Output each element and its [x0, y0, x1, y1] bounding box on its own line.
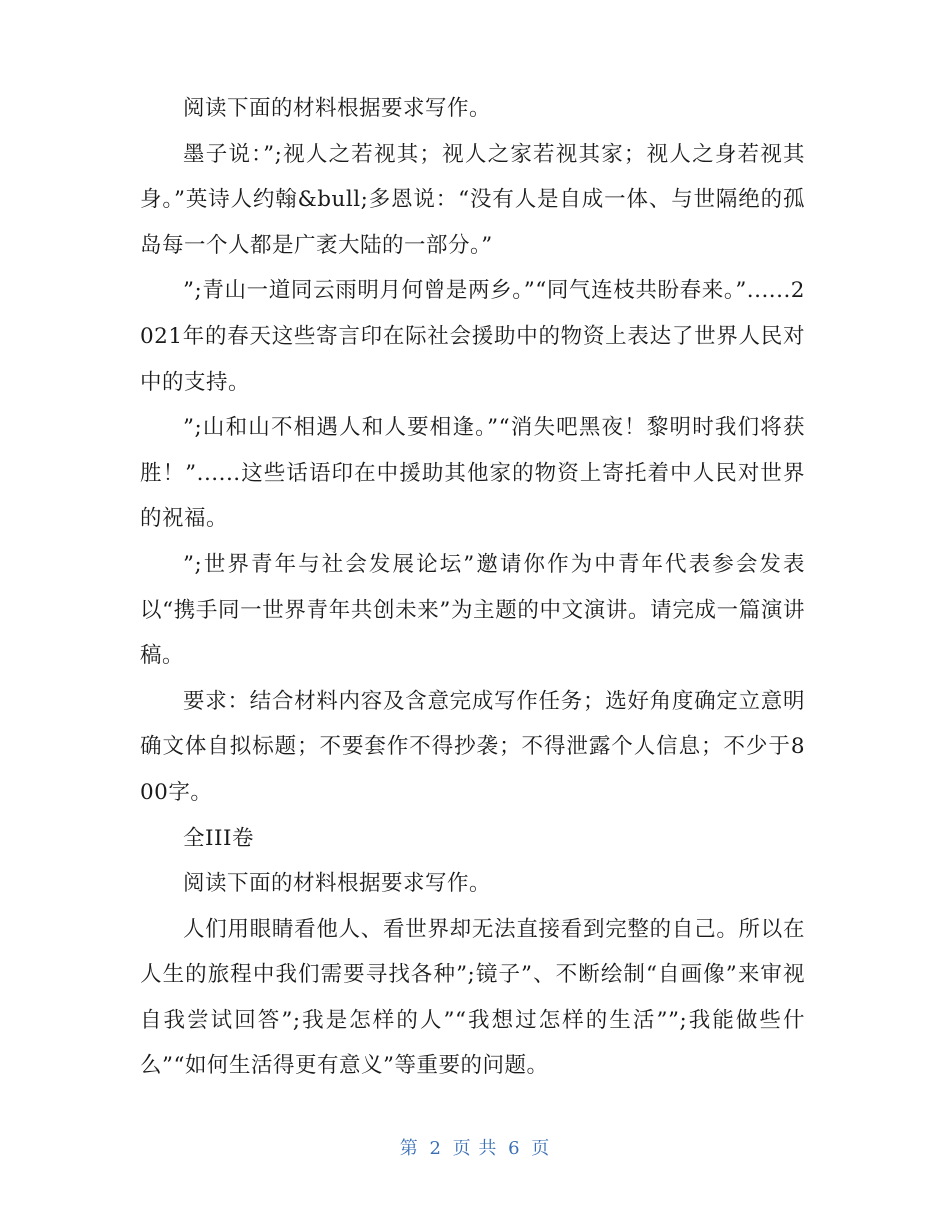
paragraph-instruction-2: 阅读下面的材料根据要求写作。: [183, 871, 492, 897]
paragraph-self-portrait: 人们用眼睛看他人、看世界却无法直接看到完整的自己。所以在人生的旅程中我们需要寻找各种”;镜子”、不断绘制“自画像”来审视自我尝试回答”;我是怎样的人”“我想过怎样的生活””;我能做些什么”“如何生活得更有意义”等重要的问题。: [140, 916, 805, 1079]
paragraph-forum-task: ”;世界青年与社会发展论坛”邀请你作为中青年代表参会发表以“携手同一世界青年共创未来”为主题的中文演讲。请完成一篇演讲稿。: [140, 551, 805, 669]
footer-total-pages: 6: [508, 1138, 521, 1159]
footer-middle: 页 共: [452, 1138, 498, 1159]
section-heading-paper-iii: 全III卷: [183, 825, 254, 851]
paragraph-requirements: 要求：结合材料内容及含意完成写作任务；选好角度确定立意明确文体自拟标题；不要套作不得抄袭；不得泄露个人信息；不少于800字。: [140, 688, 805, 805]
paragraph-instruction-1: 阅读下面的材料根据要求写作。: [183, 96, 492, 121]
footer-prefix: 第: [399, 1138, 419, 1159]
paragraph-world-support: ”;青山一道同云雨明月何曾是两乡。”“同气连枝共盼春来。”......2021年的春天这些寄言印在际社会援助中的物资上表达了世界人民对中的支持。: [140, 278, 805, 395]
footer-page-number: 2: [429, 1138, 442, 1159]
document-body: [140, 86, 805, 1089]
footer-suffix: 页: [531, 1138, 551, 1159]
paragraph-mozi-quote: 墨子说：”;视人之若视其；视人之家若视其家；视人之身若视其身。”英诗人约翰&bull;多恩说：“没有人是自成一体、与世隔绝的孤岛每一个人都是广袤大陆的一部分。”: [140, 141, 805, 258]
paragraph-china-blessing: ”;山和山不相遇人和人要相逢。”“消失吧黑夜！黎明时我们将获胜！”......这些话语印在中援助其他家的物资上寄托着中人民对世界的祝福。: [140, 415, 805, 532]
page-footer: [0, 1134, 950, 1160]
